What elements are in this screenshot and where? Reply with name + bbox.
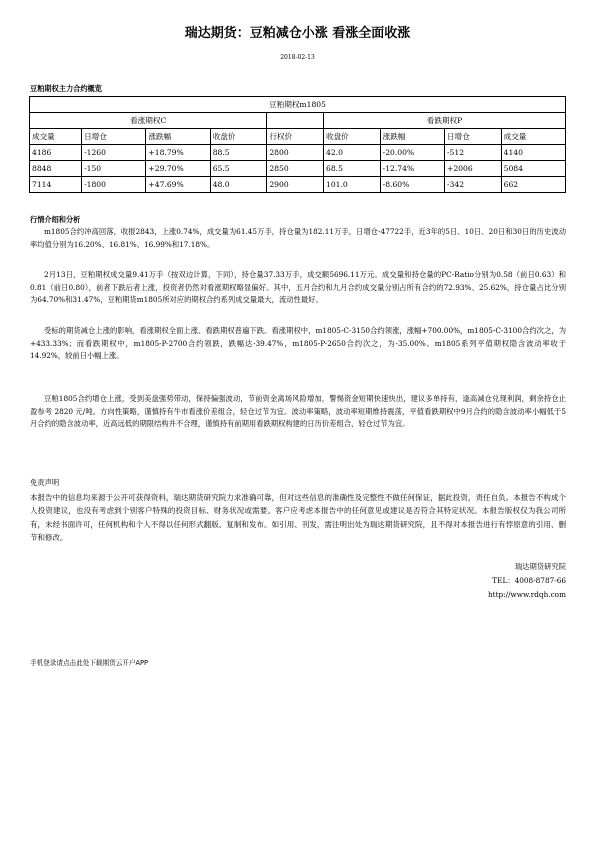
column-header: 成交量 bbox=[501, 129, 565, 145]
table-cell: -1260 bbox=[82, 145, 146, 161]
analysis-heading: 行情介绍和分析 bbox=[30, 215, 81, 224]
table-cell: 4186 bbox=[30, 145, 82, 161]
table-cell: +29.70% bbox=[146, 161, 210, 177]
analysis-paragraph-2 bbox=[30, 269, 566, 307]
column-header: 日增仓 bbox=[82, 129, 146, 145]
table-cell: 662 bbox=[501, 177, 565, 193]
signature-org: 瑞达期货研究院 bbox=[514, 562, 566, 571]
table-cell: 2800 bbox=[267, 145, 324, 161]
table-group-row bbox=[30, 113, 566, 129]
call-group-header: 看涨期权C bbox=[30, 113, 267, 129]
column-header: 成交量 bbox=[30, 129, 82, 145]
table-cell: 5084 bbox=[501, 161, 565, 177]
overview-heading: 豆粕期权主力合约概览 bbox=[30, 84, 102, 93]
app-download-link[interactable]: 手机登录请点击此处下载期货云开户APP bbox=[30, 659, 148, 667]
analysis-text: 豆粕1805合约增仓上涨，受到美盘强势带动，保持偏强波动，节前资金离场风险增加，警惕资金短期快速快出，建议多单持有，逢高减仓兑现利润，剩余持仓止盈参考 2820 元/吨。方向性策略，谨慎持有牛市看涨价差组合，轻仓过节为宜。波动率策略，波动率短期维持震荡，平值看跌期权中9月合约的隐含波动率小幅低于5月合约的隐含波动率，近高远低的期限结构并不合理，谨慎持有前期用看跌期权构建的日历价差组合，轻仓过节为宜。 bbox=[30, 394, 566, 429]
column-header: 日增仓 bbox=[444, 129, 501, 145]
table-row bbox=[30, 177, 566, 193]
table-cell: 101.0 bbox=[324, 177, 381, 193]
table-cell: 65.5 bbox=[210, 161, 267, 177]
table-cell: -20.00% bbox=[380, 145, 444, 161]
analysis-text: m1805合约冲高回落，收报2843，上涨0.74%，成交量为61.45万手，持仓量为182.11万手，日增仓-47722手，近3年的5日、10日、20日和30日的历史波动率均值分别为16.20%、16.81%、16.99%和17.18%。 bbox=[30, 227, 566, 249]
analysis-paragraph-1 bbox=[30, 226, 566, 251]
table-cell: -342 bbox=[444, 177, 501, 193]
table-cell: +2006 bbox=[444, 161, 501, 177]
table-title: 豆粕期权m1805 bbox=[30, 97, 566, 113]
report-date: 2018-02-13 bbox=[280, 54, 315, 61]
table-title-row bbox=[30, 97, 566, 113]
table-cell: 7114 bbox=[30, 177, 82, 193]
column-header: 行权价 bbox=[267, 129, 324, 145]
analysis-paragraph-4 bbox=[30, 393, 566, 431]
signature-url[interactable]: http://www.rdqh.com bbox=[487, 590, 566, 599]
table-cell: -12.74% bbox=[380, 161, 444, 177]
table-cell: 8848 bbox=[30, 161, 82, 177]
column-header: 涨跌幅 bbox=[380, 129, 444, 145]
table-cell: 68.5 bbox=[324, 161, 381, 177]
table-cell: -150 bbox=[82, 161, 146, 177]
table-cell: 2900 bbox=[267, 177, 324, 193]
column-header: 收盘价 bbox=[324, 129, 381, 145]
report-title: 瑞达期货：豆粕减仓小涨 看涨全面收涨 bbox=[184, 26, 411, 41]
signature-tel: TEL：4008-8787-66 bbox=[492, 576, 566, 585]
table-cell: +18.79% bbox=[146, 145, 210, 161]
analysis-text: 2月13日，豆粕期权成交量9.41万手（按双边计算，下同），持仓量37.33万手，成交额5696.11万元。成交量和持仓量的PC-Ratio分别为0.58（前日0.63）和0.81（前日0.80），前者下跌后者上涨，投资者仍然对看涨期权略显偏好。其中，五月合约和九月合约成交量分别占所有合约的72.93%、25.62%，持仓量占比分别为64.70%和31.47%，豆粕期货m1805所对应的期权合约系列成交量最大，流动性最好。 bbox=[30, 270, 566, 305]
table-row bbox=[30, 145, 566, 161]
options-table bbox=[29, 96, 566, 193]
table-cell: 88.5 bbox=[210, 145, 267, 161]
table-cell: 4140 bbox=[501, 145, 565, 161]
disclaimer-text: 本报告中的信息均来源于公开可获得资料，瑞达期货研究院力求准确可靠，但对这些信息的准确性及完整性不做任何保证，据此投资，责任自负。本报告不构成个人投资建议，也没有考虑到个别客户特殊的投资目标、财务状况或需要。客户应考虑本报告中的任何意见或建议是否符合其特定状况。本报告版权仅为我公司所有，未经书面许可，任何机构和个人不得以任何形式翻版、复制和发布。如引用、刊发，需注明出处为瑞达期货研究院，且不得对本报告进行有悖原意的引用、删节和修改。 bbox=[30, 493, 566, 543]
table-header-row bbox=[30, 129, 566, 145]
table-row bbox=[30, 161, 566, 177]
analysis-paragraph-3 bbox=[30, 325, 566, 363]
table-cell: -1800 bbox=[82, 177, 146, 193]
table-cell: 42.0 bbox=[324, 145, 381, 161]
disclaimer-title: 免责声明 bbox=[30, 478, 60, 487]
table-group-gap bbox=[267, 113, 324, 129]
table-cell: -8.60% bbox=[380, 177, 444, 193]
column-header: 收盘价 bbox=[210, 129, 267, 145]
column-header: 涨跌幅 bbox=[146, 129, 210, 145]
table-cell: -512 bbox=[444, 145, 501, 161]
put-group-header: 看跌期权P bbox=[324, 113, 566, 129]
table-cell: +47.69% bbox=[146, 177, 210, 193]
table-cell: 48.0 bbox=[210, 177, 267, 193]
analysis-text: 受标的期货减仓上涨的影响，看涨期权全面上涨、看跌期权普遍下跌。看涨期权中，m1805-C-3150合约领涨，涨幅+700.00%，m1805-C-3100合约次之，为+433.33%；而看跌期权中，m1805-P-2700合约领跌，跌幅达-39.47%，m1805-P-2650合约次之，为-35.00%。m1805系列平值期权隐含波动率收于14.92%，较前日小幅上涨。 bbox=[30, 326, 566, 361]
table-cell: 2850 bbox=[267, 161, 324, 177]
